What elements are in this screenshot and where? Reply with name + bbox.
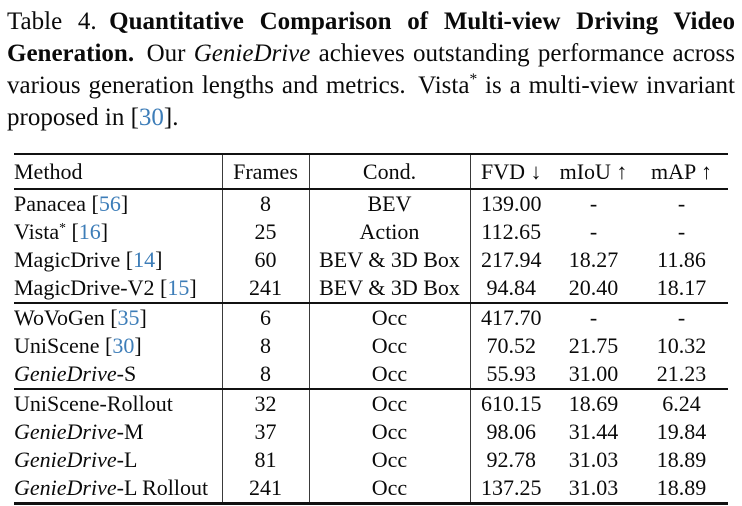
cond-cell: Occ <box>309 389 470 418</box>
col-header-cond: Cond. <box>309 154 470 189</box>
method-cell <box>14 189 222 218</box>
method-cell <box>14 274 222 303</box>
caption-text-segment: Quantitative Comparison of Multi-view Driving Video Generation. <box>7 8 735 67</box>
cond-cell: Occ <box>309 446 470 474</box>
method-name: WoVoGen [ <box>14 305 118 330</box>
frames-cell: 241 <box>222 474 309 504</box>
cond-cell: BEV <box>309 189 470 218</box>
table-row <box>14 389 728 418</box>
header-row <box>14 154 728 189</box>
miou-cell: 18.69 <box>552 389 635 418</box>
map-cell: 21.23 <box>656 361 707 386</box>
map-cell: 11.86 <box>657 247 706 272</box>
frames-cell: 8 <box>222 189 309 218</box>
citation-ref[interactable]: 16 <box>78 219 101 244</box>
fvd-cell: 610.15 <box>470 389 552 418</box>
method-cell <box>14 418 222 446</box>
table-row <box>14 418 728 446</box>
method-cell <box>14 446 222 474</box>
miou-cell: - <box>552 303 635 332</box>
miou-cell: 21.75 <box>568 333 619 358</box>
table-row <box>14 274 728 303</box>
miou-cell: 31.44 <box>568 419 619 444</box>
method-name: UniScene [ <box>14 333 113 358</box>
method-name: MagicDrive [ <box>14 247 134 272</box>
col-header-method: Method <box>14 154 222 189</box>
table-group-3 <box>14 389 728 504</box>
table-row <box>14 246 728 274</box>
table-row <box>14 332 728 360</box>
method-name: GenieDrive <box>14 419 117 444</box>
citation-ref[interactable]: 30 <box>138 104 164 131</box>
col-header-fvd: FVD ↓ <box>470 154 552 189</box>
miou-cell: 31.00 <box>568 361 619 386</box>
col-header-map: mAP ↑ <box>635 154 728 189</box>
frames-cell: 8 <box>222 360 309 389</box>
method-name: -S <box>116 361 137 386</box>
fvd-cell: 137.25 <box>481 475 542 500</box>
method-name: Vista <box>14 219 60 244</box>
method-name: -M <box>116 419 144 444</box>
fvd-cell: 139.00 <box>481 191 542 216</box>
miou-cell: - <box>589 191 598 216</box>
method-name: Panacea [ <box>14 191 99 216</box>
method-name: -L <box>116 447 138 472</box>
fvd-cell: 70.52 <box>486 333 536 358</box>
miou-cell: - <box>589 219 598 244</box>
citation-ref[interactable]: 35 <box>117 305 140 330</box>
map-cell: 10.32 <box>656 333 707 358</box>
cond-cell: Occ <box>309 303 470 332</box>
method-name: [ <box>65 219 79 244</box>
fvd-cell: 417.70 <box>470 303 552 332</box>
map-cell: 19.84 <box>656 419 707 444</box>
method-name: ] <box>100 219 109 244</box>
cond-cell: Occ <box>309 332 470 360</box>
fvd-cell: 112.65 <box>481 219 542 244</box>
cond-cell: BEV & 3D Box <box>309 246 470 274</box>
cond-cell: Occ <box>309 474 470 504</box>
frames-cell: 25 <box>222 218 309 246</box>
method-name: GenieDrive <box>14 475 117 500</box>
table-group-1 <box>14 189 728 303</box>
table-row <box>14 189 728 218</box>
method-name: UniScene-Rollout <box>14 391 173 416</box>
cond-cell: Action <box>309 218 470 246</box>
caption-text-segment: Table 4. <box>7 8 110 35</box>
citation-ref[interactable]: 15 <box>167 275 190 300</box>
map-cell: 18.17 <box>656 275 707 300</box>
miou-cell: 20.40 <box>568 275 619 300</box>
caption-text-segment: achieves outstanding performance across various generation lengths and metrics. Vista <box>7 40 735 99</box>
table-row <box>14 218 728 246</box>
fvd-cell: 217.94 <box>481 247 542 272</box>
frames-cell: 32 <box>222 389 309 418</box>
method-name: GenieDrive <box>14 447 117 472</box>
method-name: -L Rollout <box>116 475 209 500</box>
frames-cell: 241 <box>222 274 309 303</box>
method-name: ] <box>189 275 197 300</box>
method-name: ] <box>139 305 147 330</box>
cond-cell: Occ <box>309 360 470 389</box>
citation-ref[interactable]: 56 <box>98 191 121 216</box>
method-cell <box>14 218 222 246</box>
method-cell <box>14 474 222 504</box>
fvd-cell: 55.93 <box>486 361 536 386</box>
method-name: MagicDrive-V2 [ <box>14 275 168 300</box>
col-header-miou: mIoU ↑ <box>552 154 635 189</box>
fvd-cell: 98.06 <box>486 419 536 444</box>
frames-cell: 6 <box>222 303 309 332</box>
method-name: ] <box>155 247 163 272</box>
frames-cell: 81 <box>222 446 309 474</box>
caption-text-segment: Our <box>134 40 194 67</box>
superscript-marker: * <box>469 71 478 89</box>
method-cell <box>14 246 222 274</box>
table-row <box>14 360 728 389</box>
caption-text-segment: ]. <box>163 104 179 131</box>
method-name: ] <box>120 191 129 216</box>
map-cell: 18.89 <box>656 447 707 472</box>
map-cell: - <box>677 219 686 244</box>
map-cell: 6.24 <box>635 389 728 418</box>
paper-table-figure <box>0 6 742 505</box>
frames-cell: 8 <box>222 332 309 360</box>
miou-cell: 31.03 <box>568 447 619 472</box>
method-name: GenieDrive <box>14 361 117 386</box>
cond-cell: BEV & 3D Box <box>309 274 470 303</box>
cond-cell: Occ <box>309 418 470 446</box>
frames-cell: 60 <box>222 246 309 274</box>
fvd-cell: 92.78 <box>486 447 536 472</box>
method-name: ] <box>134 333 142 358</box>
citation-ref[interactable]: 14 <box>133 247 156 272</box>
citation-ref[interactable]: 30 <box>112 333 135 358</box>
caption-text-segment: GenieDrive <box>193 40 311 67</box>
table-row <box>14 303 728 332</box>
miou-cell: 31.03 <box>568 475 619 500</box>
fvd-cell: 94.84 <box>486 275 536 300</box>
col-header-frames: Frames <box>222 154 309 189</box>
table-caption <box>7 6 735 134</box>
results-table <box>14 153 728 505</box>
caption-text-segment: is a multi-view invariant proposed in [ <box>7 72 735 131</box>
method-cell <box>14 389 222 418</box>
method-cell <box>14 360 222 389</box>
map-cell: - <box>677 191 686 216</box>
map-cell: 18.89 <box>656 475 707 500</box>
table-row <box>14 446 728 474</box>
table-row <box>14 474 728 504</box>
superscript-marker: * <box>59 219 66 235</box>
map-cell: - <box>635 303 728 332</box>
method-cell <box>14 303 222 332</box>
miou-cell: 18.27 <box>568 247 619 272</box>
frames-cell: 37 <box>222 418 309 446</box>
table-group-2 <box>14 303 728 389</box>
method-cell <box>14 332 222 360</box>
